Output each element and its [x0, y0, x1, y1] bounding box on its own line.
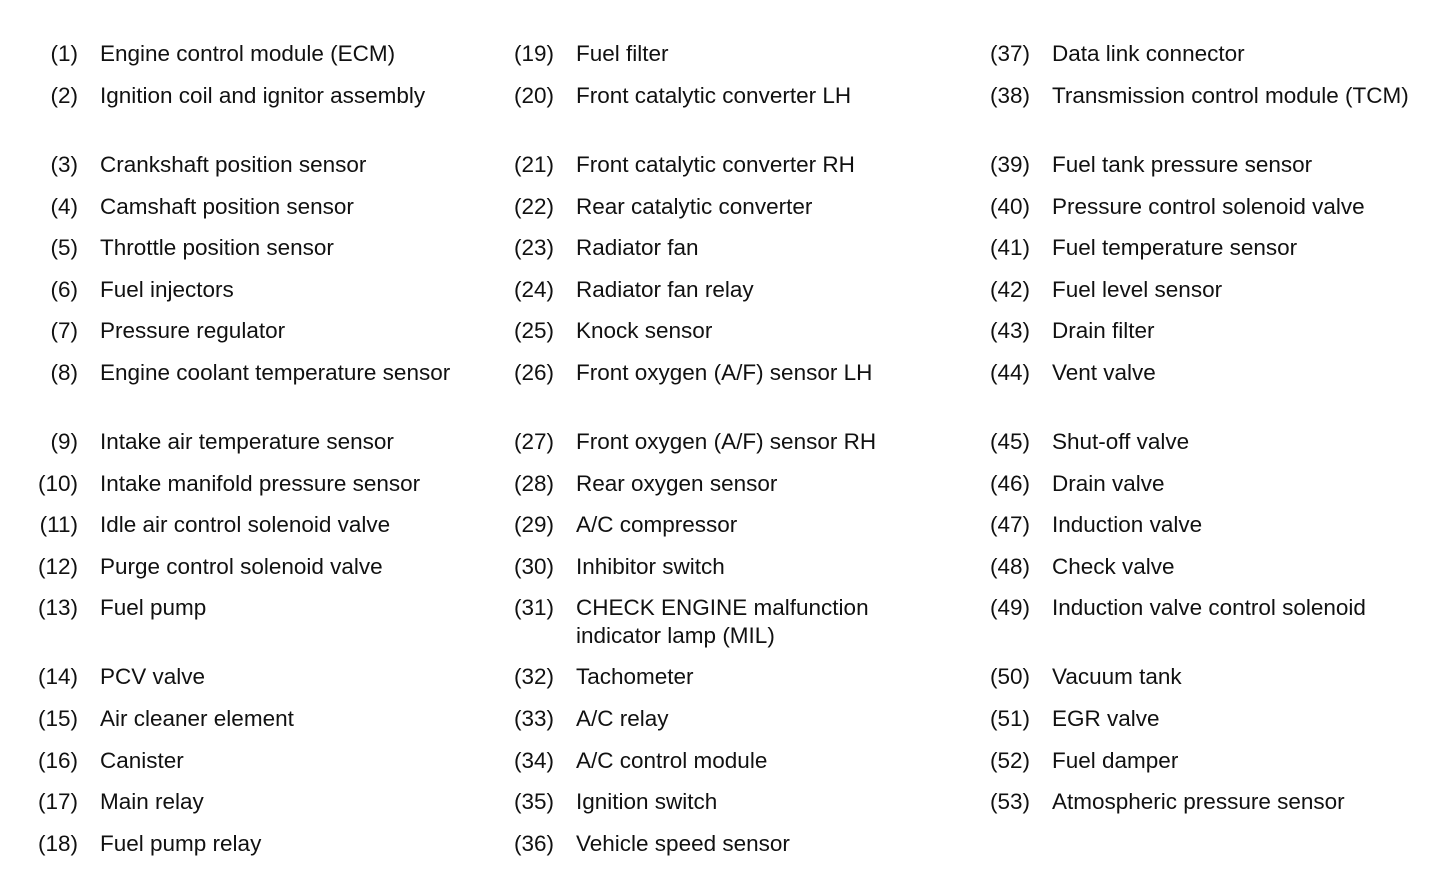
entry-label: Check valve — [1052, 554, 1175, 579]
entry-label: Atmospheric pressure sensor — [1052, 789, 1345, 814]
legend-entry — [952, 151, 1456, 179]
legend-entry — [952, 705, 1456, 733]
legend-column-1 — [0, 0, 476, 882]
entry-number: (38) — [989, 83, 1030, 108]
entry-label: Fuel tank pressure sensor — [1052, 152, 1313, 177]
entry-number: (11) — [39, 512, 78, 537]
entry-label: Vent valve — [1052, 360, 1156, 385]
legend-entry — [476, 470, 952, 498]
legend-entry — [476, 359, 952, 387]
entry-number: (7) — [50, 318, 78, 343]
entry-number: (47) — [989, 512, 1030, 537]
entry-number: (30) — [513, 554, 554, 579]
entry-label: Ignition coil and ignitor assembly — [100, 83, 426, 108]
entry-number: (35) — [513, 789, 554, 814]
entry-label: Data link connector — [1052, 41, 1245, 66]
entry-number: (9) — [50, 429, 78, 454]
legend-entry — [952, 788, 1456, 816]
legend-entry — [476, 747, 952, 775]
legend-entry — [0, 511, 476, 539]
entry-label: Radiator fan — [576, 235, 699, 260]
entry-label: Front catalytic converter LH — [576, 83, 852, 108]
entry-number: (10) — [37, 471, 78, 496]
entry-label: Fuel level sensor — [1052, 277, 1223, 302]
entry-number: (15) — [37, 706, 78, 731]
entry-label: Drain filter — [1052, 318, 1155, 343]
legend-entry — [952, 470, 1456, 498]
legend-entry — [476, 553, 952, 581]
entry-label: Inhibitor switch — [576, 554, 725, 579]
entry-label: Idle air control solenoid valve — [100, 512, 391, 537]
legend-entry — [952, 511, 1456, 539]
legend-entry — [0, 151, 476, 179]
entry-number: (48) — [989, 554, 1030, 579]
legend-entry — [0, 788, 476, 816]
legend-entry — [952, 193, 1456, 221]
entry-label: Knock sensor — [576, 318, 713, 343]
entry-number: (3) — [50, 152, 78, 177]
legend-entry — [0, 747, 476, 775]
entry-number: (32) — [513, 664, 554, 689]
entry-number: (24) — [513, 277, 554, 302]
legend-entry — [0, 663, 476, 691]
entry-number: (49) — [989, 595, 1030, 620]
entry-number: (28) — [513, 471, 554, 496]
entry-number: (22) — [513, 194, 554, 219]
entry-label: Throttle position sensor — [100, 235, 334, 260]
entry-number: (44) — [989, 360, 1030, 385]
entry-label: Induction valve control solenoid — [1052, 595, 1366, 620]
legend-column-3 — [952, 0, 1456, 882]
entry-number: (18) — [37, 831, 78, 856]
legend-entry — [476, 830, 952, 858]
entry-number: (36) — [513, 831, 554, 856]
entry-label: Front catalytic converter RH — [576, 152, 855, 177]
legend-entry — [0, 428, 476, 456]
legend-entry — [952, 276, 1456, 304]
entry-label: Transmission control module (TCM) — [1052, 83, 1409, 108]
legend-entry — [952, 82, 1456, 110]
legend-entry — [952, 594, 1456, 622]
legend-entry — [476, 511, 952, 539]
legend-entry — [476, 428, 952, 456]
entry-label: Vacuum tank — [1052, 664, 1182, 689]
legend-entry — [952, 317, 1456, 345]
legend-entry — [0, 193, 476, 221]
legend-entry — [0, 276, 476, 304]
entry-number: (40) — [989, 194, 1030, 219]
entry-label: Shut-off valve — [1052, 429, 1190, 454]
entry-label: Rear catalytic converter — [576, 194, 813, 219]
legend-entry — [0, 594, 476, 622]
entry-label: Engine control module (ECM) — [100, 41, 396, 66]
entry-number: (2) — [50, 83, 78, 108]
entry-number: (16) — [37, 748, 78, 773]
entry-number: (20) — [513, 83, 554, 108]
entry-number: (21) — [513, 152, 554, 177]
entry-number: (29) — [513, 512, 554, 537]
entry-label: EGR valve — [1052, 706, 1160, 731]
legend-entry — [0, 317, 476, 345]
entry-number: (37) — [989, 41, 1030, 66]
entry-label: A/C compressor — [576, 512, 738, 537]
entry-label: Fuel filter — [576, 41, 669, 66]
legend-entry — [952, 234, 1456, 262]
entry-number: (1) — [50, 41, 78, 66]
entry-label: Radiator fan relay — [576, 277, 754, 302]
entry-label: Fuel damper — [1052, 748, 1179, 773]
entry-number: (41) — [989, 235, 1030, 260]
entry-label: Fuel pump — [100, 595, 207, 620]
legend-entry — [0, 553, 476, 581]
entry-number: (31) — [513, 595, 554, 620]
entry-number: (43) — [989, 318, 1030, 343]
entry-number: (51) — [989, 706, 1030, 731]
entry-number: (8) — [50, 360, 78, 385]
legend-entry — [952, 40, 1456, 68]
entry-label: PCV valve — [100, 664, 206, 689]
entry-number: (13) — [37, 595, 78, 620]
legend-entry — [0, 359, 476, 387]
entry-number: (53) — [989, 789, 1030, 814]
entry-number: (19) — [513, 41, 554, 66]
legend-entry — [0, 470, 476, 498]
entry-number: (33) — [513, 706, 554, 731]
legend-entry — [476, 40, 952, 68]
entry-label: Main relay — [100, 789, 204, 814]
entry-number: (14) — [37, 664, 78, 689]
legend-entry — [476, 594, 952, 650]
legend-entry — [476, 151, 952, 179]
entry-label: Crankshaft position sensor — [100, 152, 367, 177]
entry-label: A/C relay — [576, 706, 669, 731]
entry-number: (25) — [513, 318, 554, 343]
entry-number: (34) — [513, 748, 554, 773]
legend-entry — [476, 234, 952, 262]
entry-number: (50) — [989, 664, 1030, 689]
entry-number: (17) — [37, 789, 78, 814]
entry-label: Intake manifold pressure sensor — [100, 471, 421, 496]
entry-label: A/C control module — [576, 748, 768, 773]
entry-label: Vehicle speed sensor — [576, 831, 790, 856]
entry-label: Engine coolant temperature sensor — [100, 360, 451, 385]
legend-entry — [0, 82, 476, 110]
entry-label: Induction valve — [1052, 512, 1203, 537]
entry-number: (52) — [989, 748, 1030, 773]
entry-label: Fuel injectors — [100, 277, 234, 302]
legend-entry — [0, 40, 476, 68]
entry-label: Intake air temperature sensor — [100, 429, 394, 454]
entry-number: (45) — [989, 429, 1030, 454]
entry-number: (46) — [989, 471, 1030, 496]
legend-entry — [0, 234, 476, 262]
entry-label: Pressure control solenoid valve — [1052, 194, 1365, 219]
entry-label: Rear oxygen sensor — [576, 471, 778, 496]
legend-entry — [952, 747, 1456, 775]
entry-number: (39) — [989, 152, 1030, 177]
legend-entry — [952, 553, 1456, 581]
legend-entry — [476, 663, 952, 691]
entry-label: CHECK ENGINE malfunction indicator lamp (MIL) — [576, 595, 869, 648]
legend-entry — [952, 663, 1456, 691]
legend-entry — [476, 82, 952, 110]
legend-column-2 — [476, 0, 952, 882]
entry-label: Air cleaner element — [100, 706, 294, 731]
legend-entry — [0, 830, 476, 858]
entry-label: Camshaft position sensor — [100, 194, 354, 219]
entry-label: Ignition switch — [576, 789, 718, 814]
entry-number: (6) — [50, 277, 78, 302]
entry-label: Canister — [100, 748, 184, 773]
legend-entry — [476, 193, 952, 221]
entry-label: Fuel temperature sensor — [1052, 235, 1298, 260]
entry-label: Front oxygen (A/F) sensor RH — [576, 429, 877, 454]
legend-entry — [476, 788, 952, 816]
entry-label: Purge control solenoid valve — [100, 554, 383, 579]
entry-number: (4) — [50, 194, 78, 219]
legend-entry — [0, 705, 476, 733]
entry-number: (27) — [513, 429, 554, 454]
entry-label: Tachometer — [576, 664, 694, 689]
entry-number: (5) — [50, 235, 78, 260]
entry-number: (12) — [37, 554, 78, 579]
entry-label: Drain valve — [1052, 471, 1165, 496]
entry-number: (26) — [513, 360, 554, 385]
entry-label: Pressure regulator — [100, 318, 286, 343]
entry-number: (42) — [989, 277, 1030, 302]
entry-label: Fuel pump relay — [100, 831, 262, 856]
legend-entry — [952, 428, 1456, 456]
legend-entry — [476, 317, 952, 345]
legend-entry — [952, 359, 1456, 387]
legend-entry — [476, 705, 952, 733]
entry-label: Front oxygen (A/F) sensor LH — [576, 360, 873, 385]
entry-number: (23) — [513, 235, 554, 260]
legend-entry — [476, 276, 952, 304]
